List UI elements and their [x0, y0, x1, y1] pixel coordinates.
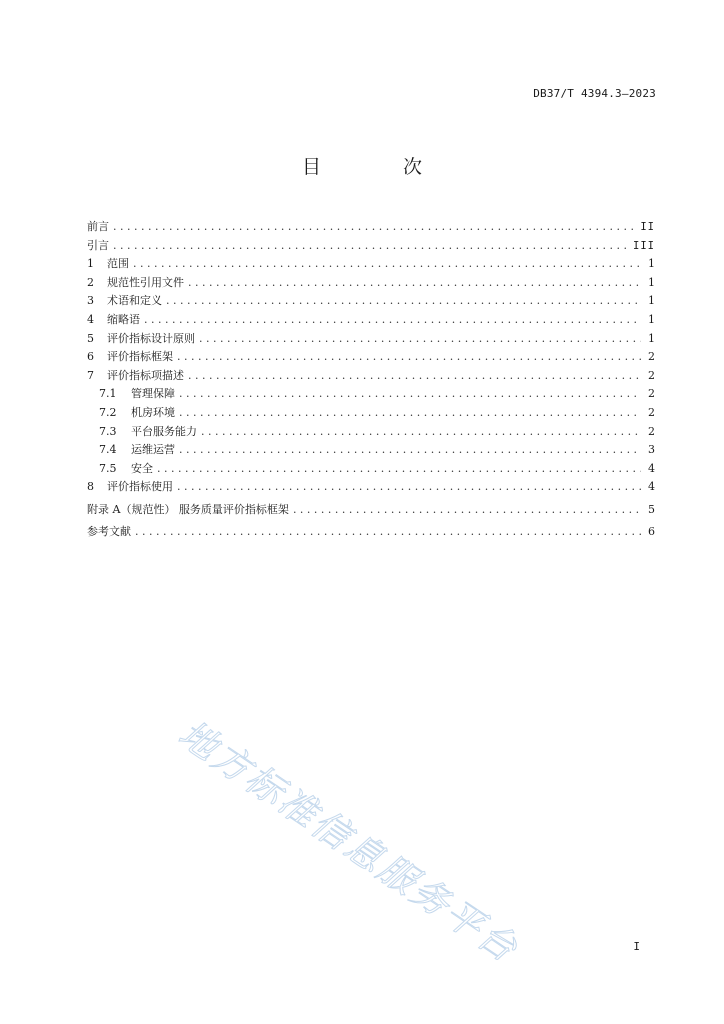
- toc-entry[interactable]: [87, 237, 655, 256]
- dot-leader: [179, 385, 641, 404]
- toc-entry-label: 引言: [87, 238, 109, 252]
- toc-entry-label: 规范性引用文件: [107, 275, 184, 289]
- toc-entry-label: 机房环境: [131, 405, 175, 419]
- toc-entry[interactable]: [87, 385, 655, 404]
- toc-entry-page: II: [640, 221, 655, 233]
- toc-entry-page: 3: [648, 443, 655, 457]
- toc-entry-label: 安全: [131, 461, 153, 475]
- dot-leader: [188, 367, 641, 386]
- dot-leader: [135, 523, 641, 542]
- toc-entry-label: 范围: [107, 257, 129, 271]
- toc-entry-number: 2: [87, 275, 94, 289]
- toc-entry-page: 5: [648, 502, 655, 516]
- toc-entry-number: 1: [87, 257, 94, 271]
- toc-entry-page: 1: [648, 275, 655, 289]
- toc-entry-page: 1: [648, 257, 655, 271]
- toc-entry[interactable]: [87, 292, 655, 311]
- toc-entry-label: 前言: [87, 220, 109, 233]
- toc-entry-label: 术语和定义: [107, 294, 162, 308]
- toc-entry-label: 管理保障: [131, 387, 175, 401]
- toc-entry[interactable]: [87, 311, 655, 330]
- standard-code: DB37/T 4394.3—2023: [533, 87, 656, 100]
- toc-entry[interactable]: [87, 423, 655, 442]
- toc-entry-label: 评价指标使用: [107, 480, 173, 494]
- dot-leader: [201, 423, 641, 442]
- dot-leader: [166, 292, 641, 311]
- toc-entry-page: 1: [648, 331, 655, 345]
- dot-leader: [293, 501, 641, 520]
- toc-entry-label: 参考文献: [87, 524, 131, 538]
- toc-entry[interactable]: [87, 478, 655, 497]
- toc-entry-label: 运维运营: [131, 443, 175, 457]
- toc-entry-label: 缩略语: [107, 312, 140, 326]
- toc-entry-number: 7: [87, 368, 94, 382]
- toc-entry[interactable]: [87, 404, 655, 423]
- toc-entry-label: 平台服务能力: [131, 424, 197, 438]
- toc-entry[interactable]: [87, 330, 655, 349]
- dot-leader: [179, 404, 641, 423]
- toc-entry[interactable]: [87, 523, 655, 542]
- page-number: I: [633, 940, 640, 953]
- watermark: 地方标准信息服务平台: [171, 712, 527, 972]
- toc-entry-page: 2: [648, 387, 655, 401]
- toc-entry[interactable]: [87, 367, 655, 386]
- dot-leader: [177, 478, 641, 497]
- dot-leader: [177, 348, 641, 367]
- toc-entry[interactable]: [87, 460, 655, 479]
- dot-leader: [199, 330, 641, 349]
- toc-entry-page: 1: [648, 312, 655, 326]
- toc-entry[interactable]: [87, 218, 655, 237]
- toc-entry-page: 6: [648, 524, 655, 538]
- toc-entry-page: 2: [648, 368, 655, 382]
- toc-entry-page: 4: [648, 480, 655, 494]
- toc-entry[interactable]: [87, 348, 655, 367]
- toc-title: 目 次: [301, 156, 461, 178]
- toc-entry-number: 8: [87, 480, 94, 494]
- toc-entry[interactable]: [87, 274, 655, 293]
- toc-entry-number: 7.2: [99, 405, 117, 419]
- toc-entry-number: 6: [87, 350, 94, 364]
- toc-entry-page: 2: [648, 424, 655, 438]
- toc-entry-page: 1: [648, 294, 655, 308]
- toc-entry-number: 7.3: [99, 424, 117, 438]
- toc-entry[interactable]: [87, 255, 655, 274]
- dot-leader: [179, 441, 641, 460]
- toc-entry-number: 3: [87, 294, 94, 308]
- toc-entry-label: 附录 A（规范性） 服务质量评价指标框架: [87, 502, 289, 516]
- table-of-contents: [87, 218, 655, 541]
- toc-entry-page: 2: [648, 405, 655, 419]
- toc-entry-label: 评价指标框架: [107, 350, 173, 364]
- dot-leader: [133, 255, 641, 274]
- dot-leader: [157, 460, 641, 479]
- dot-leader: [188, 274, 641, 293]
- toc-entry-number: 7.5: [99, 461, 117, 475]
- toc-entry-page: III: [633, 239, 655, 252]
- toc-entry-label: 评价指标设计原则: [107, 331, 195, 345]
- toc-entry-page: 2: [648, 350, 655, 364]
- toc-entry-number: 5: [87, 331, 94, 345]
- dot-leader: [144, 311, 641, 330]
- toc-entry-label: 评价指标项描述: [107, 368, 184, 382]
- dot-leader: [113, 237, 629, 256]
- dot-leader: [113, 218, 636, 237]
- toc-entry-number: 7.4: [99, 443, 117, 457]
- toc-entry[interactable]: [87, 501, 655, 520]
- toc-entry-number: 7.1: [99, 387, 117, 401]
- toc-entry-number: 4: [87, 312, 94, 326]
- toc-entry[interactable]: [87, 441, 655, 460]
- toc-entry-page: 4: [648, 461, 655, 475]
